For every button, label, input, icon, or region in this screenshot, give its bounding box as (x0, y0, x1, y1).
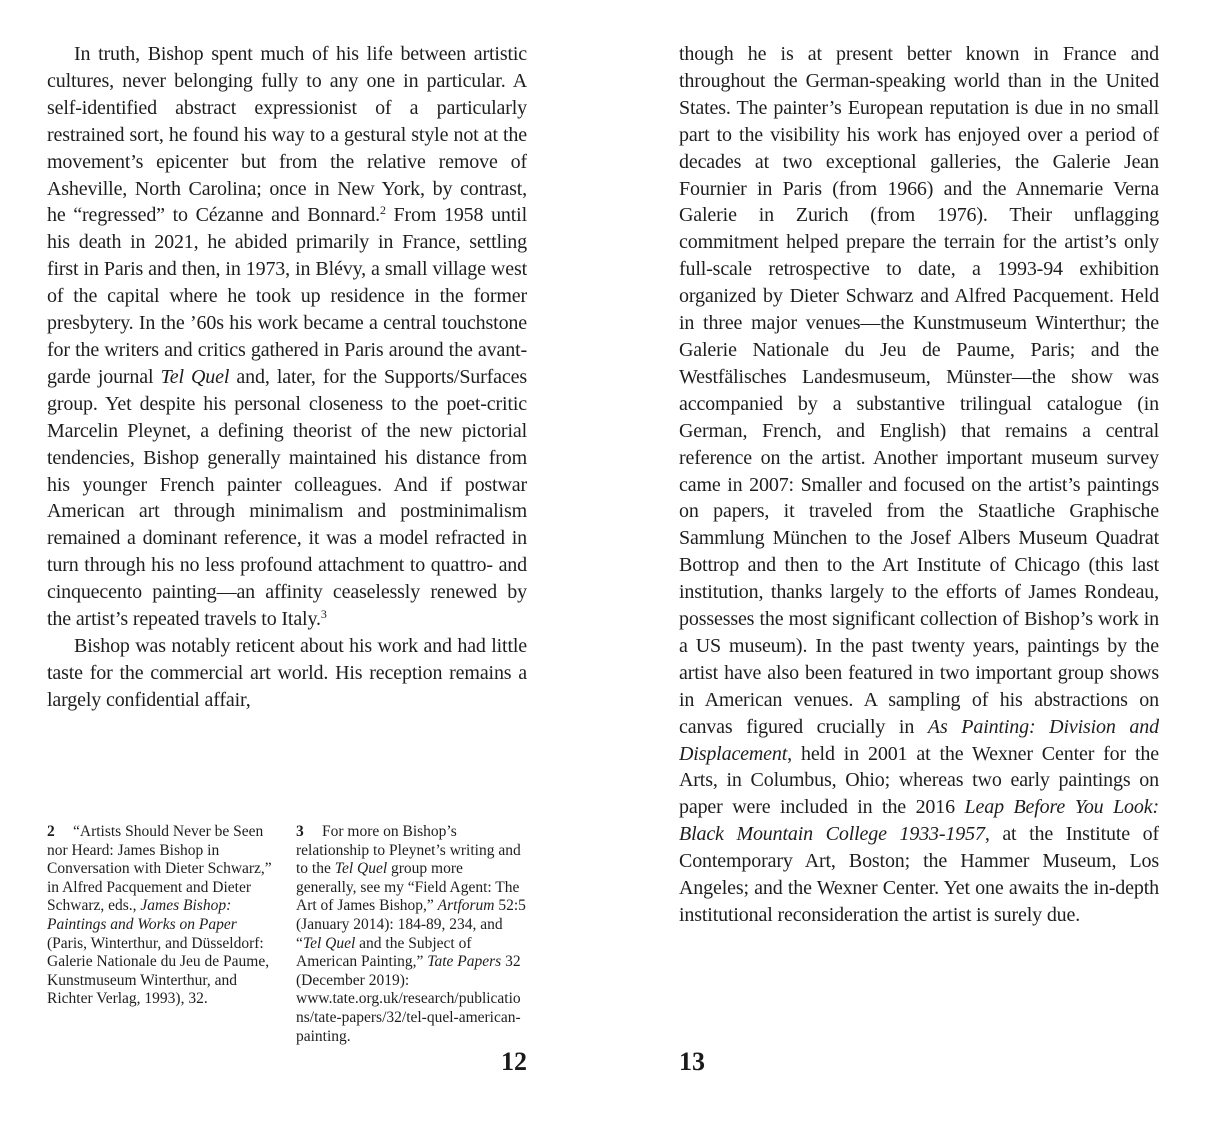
footnotes-section (47, 823, 527, 1046)
page-number-left: 12 (501, 1047, 527, 1076)
footnote-2-number: 2 (47, 823, 55, 840)
right-page-paragraph-1: though he is at present better known in France and throughout the German-speaking world than in the United States. The painter’s European reputation is due in no small part to the visibility his work has enjoyed over a period of decades at two exceptional galleries, the Galerie Jean Fournier in Paris (from 1966) and the Annemarie Verna Galerie in Zurich (from 1976). Their unflagging commitment helped prepare the terrain for the artist’s only full-scale retrospective to date, a 1993-94 exhibition organized by Dieter Schwarz and Alfred Pacquement. Held in three major venues—the Kunstmuseum Winterthur; the Galerie Nationale du Jeu de Paume, Paris; and the Westfälisches Landesmuseum, Münster—the show was accompanied by a substantive trilingual catalogue (in German, French, and English) that remains a central reference on the artist. Another important museum survey came in 2007: Smaller and focused on the artist’s paintings on papers, it traveled from the Staatliche Graphische Sammlung München to the Josef Albers Museum Quadrat Bottrop and then to the Art Institute of Chicago (this last institution, thanks largely to the efforts of James Rondeau, possesses the most significant collection of Bishop’s work in a US museum). In the past twenty years, paintings by the artist have also been featured in two important group shows in American venues. A sampling of his abstractions on canvas figured crucially in As Painting: Division and Displacement, held in 2001 at the Wexner Center for the Arts, in Columbus, Ohio; whereas two early paintings on paper were included in the 2016 Leap Before You Look: Black Mountain College 1933-1957, at the Institute of Contemporary Art, Boston; the Hammer Museum, Los Angeles; and the Wexner Center. Yet one awaits the in-depth institutional reconsideration the artist is surely due. (679, 43, 1159, 926)
footnote-2-text: “Artists Should Never be Seen nor Heard: James Bishop in Conversation with Dieter Schwarz,” in Alfred Pacquement and Dieter Schwarz, eds., James Bishop: Paintings and Works on Paper (Paris, Winterthur, and Düsseldorf: Galerie Nationale du Jeu de Paume, Kunstmuseum Winterthur, and Richter Verlag, 1993), 32. (47, 823, 272, 1008)
footnote-2 (47, 823, 277, 1046)
left-page-body-column (47, 41, 527, 825)
footnote-3 (296, 823, 526, 1046)
left-page-paragraph-2: Bishop was notably reticent about his work and had little taste for the commercial art world. His reception remains a largely confidential affair, (47, 634, 527, 711)
page-number-right: 13 (679, 1047, 705, 1076)
footnote-3-number: 3 (296, 823, 304, 840)
right-page-body-column (679, 41, 1159, 1051)
footnote-3-text: For more on Bishop’s relationship to Pleynet’s writing and to the Tel Quel group more generally, see my “Field Agent: The Art of James Bishop,” Artforum 52:5 (January 2014): 184-89, 234, and “Tel Quel and the Subject of American Painting,” Tate Papers 32 (December 2019): www.tate.org.uk/research/publications/tate-papers/32/tel-quel-american-painting. (296, 823, 526, 1045)
left-page-paragraph-1: In truth, Bishop spent much of his life between artistic cultures, never belonging fully to any one in particular. A self-identified abstract expressionist of a particularly restrained sort, he found his way to a gestural style not at the movement’s epicenter but from the relative remove of Asheville, North Carolina; once in New York, by contrast, he “regressed” to Cézanne and Bonnard.$^2$ From 1958 until his death in 2021, he abided primarily in France, settling first in Paris and then, in 1973, in Blévy, a small village west of the capital where he took up residence in the former presbytery. In the ’60s his work became a central touchstone for the writers and critics gathered in Paris around the avant-garde journal Tel Quel and, later, for the Supports/Surfaces group. Yet despite his personal closeness to the poet-critic Marcelin Pleynet, a defining theorist of the new pictorial tendencies, Bishop generally maintained his distance from his younger French painter colleagues. And if postwar American art through minimalism and postminimalism remained a dominant reference, it was a model refracted in turn through his no less profound attachment to quattro- and cinquecento painting—an affinity ceaselessly renewed by the artist’s repeated travels to Italy.$^3$ (47, 43, 527, 631)
